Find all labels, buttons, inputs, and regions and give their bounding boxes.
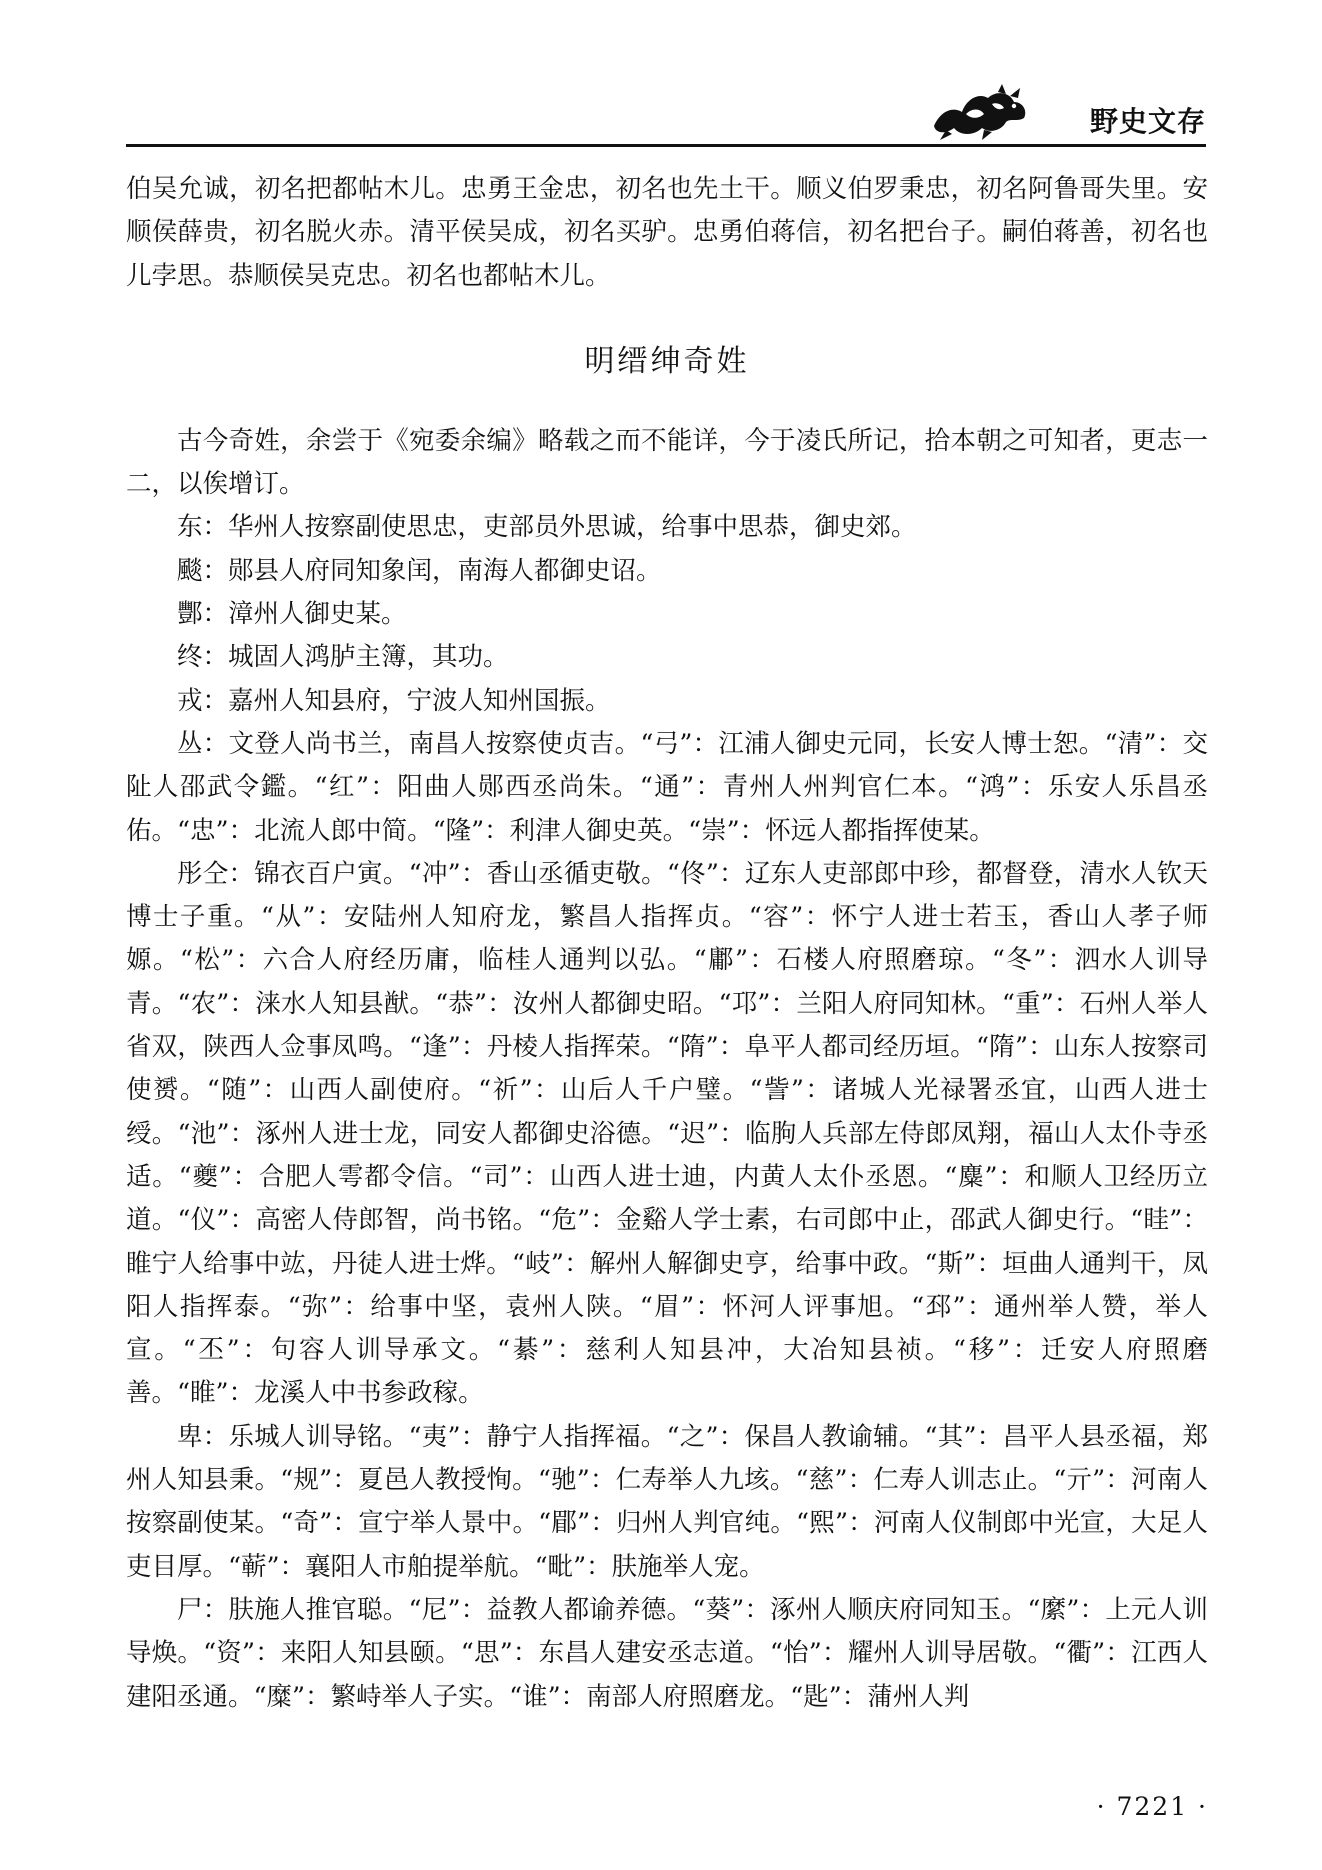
paragraph-surname-bei: 卑：乐城人训导铭。“夷”：静宁人指挥福。“之”：保昌人教谕辅。“其”：昌平人县丞福，郑州人知县秉。“规”：夏邑人教授恂。“驰”：仁寿举人九垓。“慈”：仁寿人训志止。“亓”：河南人按察副使某。“奇”：宣宁举人景中。“郿”：归州人判官纯。“熙”：河南人仪制郎中光宣，大足人吏目厚。“蕲”：襄阳人市舶提举航。“毗”：肤施举人宠。 <box>126 1421 1208 1582</box>
paragraph-surname-cong: 丛：文登人尚书兰，南昌人按察使贞吉。“弓”：江浦人御史元同，长安人博士恕。“清”：交阯人邵武令鑑。“红”：阳曲人郧西丞尚朱。“通”：青州人州判官仁本。“鸿”：乐安人乐昌丞佑。“忠”：北流人郎中简。“隆”：利津人御史英。“崇”：怀远人都指挥使某。 <box>126 728 1208 846</box>
paragraph-surname-tongtong: 彤仝：锦衣百户寅。“冲”：香山丞循吏敬。“佟”：辽东人吏部郎中珍，都督登，清水人钦天博士子重。“从”：安陆州人知府龙，繁昌人指挥贞。“容”：怀宁人进士若玉，香山人孝子师嫄。“松”：六合人府经历庸，临桂人通判以弘。“鄘”：石楼人府照磨琼。“冬”：泗水人训导青。“农”：涞水人知县猷。“恭”：汝州人都御史昭。“邛”：兰阳人府同知林。“重”：石州人举人省双，陕西人佥事凤鸣。“逢”：丹棱人指挥荣。“隋”：阜平人都司经历垣。“隋”：山东人按察司使赟。“随”：山西人副使府。“祈”：山后人千户璧。“訾”：诸城人光禄署丞宜，山西人进士绶。“池”：涿州人进士龙，同安人都御史浴德。“迟”：临朐人兵部左侍郎凤翔，福山人太仆寺丞适。“夔”：合肥人雩都令信。“司”：山西人进士迪，内黄人太仆丞恩。“麋”：和顺人卫经历立道。“仪”：高密人侍郎智，尚书铭。“危”：金谿人学士素，右司郎中止，邵武人御史行。“眭”：睢宁人给事中竑，丹徒人进士烨。“岐”：解州人解御史亨，给事中政。“斯”：垣曲人通判干，凤阳人指挥泰。“弥”：给事中坚，袁州人陕。“眉”：怀河人评事旭。“邳”：通州举人赞，举人宣。“丕”：句容人训导承文。“綦”：慈利人知县冲，大冶知县祯。“移”：迁安人府照磨善。“睢”：龙溪人中书参政稼。 <box>126 858 1208 1409</box>
paragraph-surname-shi: 尸：肤施人推官聪。“尼”：益教人都谕养德。“葵”：涿州人顺庆府同知玉。“縻”：上元人训导焕。“资”：来阳人知县颐。“思”：东昌人建安丞志道。“怡”：耀州人训导居敬。“衢”：江西人建阳丞通。“糜”：繁峙举人子实。“谁”：南部人府照磨龙。“匙”：蒲州人判 <box>126 1594 1208 1712</box>
running-header-title: 野史文存 <box>1089 105 1206 138</box>
paragraph-surname-dong: 东：华州人按察副使思忠，吏部员外思诚，给事中思恭，御史郊。 <box>177 512 917 543</box>
paragraph-surname-rong: 戎：嘉州人知县府，宁波人知州国振。 <box>177 685 611 716</box>
header-rule <box>126 144 1206 147</box>
section-heading: 明缙绅奇姓 <box>584 343 750 379</box>
paragraph-surname-feng: 酆：漳州人御史某。 <box>177 599 407 630</box>
page-body <box>126 168 1208 1719</box>
page-number: · 7221 · <box>1096 1792 1208 1821</box>
running-header <box>126 82 1206 152</box>
paragraph-surname-zhong: 终：城固人鸿胪主簿，其功。 <box>177 642 509 673</box>
paragraph-surname-biao: 颷：郧县人府同知象闰，南海人都御史诏。 <box>177 555 662 586</box>
dragon-emblem-icon <box>926 82 1036 142</box>
paragraph-intro: 古今奇姓，余尝于《宛委余编》略载之而不能详，今于凌氏所记，拾本朝之可知者，更志一二，以俟增订。 <box>126 425 1208 500</box>
paragraph-continued: 伯吴允诚，初名把都帖木儿。忠勇王金忠，初名也先土干。顺义伯罗秉忠，初名阿鲁哥失里。安顺侯薛贵，初名脱火赤。清平侯吴成，初名买驴。忠勇伯蒋信，初名把台子。嗣伯蒋善，初名也儿孛思。恭顺侯吴克忠。初名也都帖木儿。 <box>126 174 1208 291</box>
